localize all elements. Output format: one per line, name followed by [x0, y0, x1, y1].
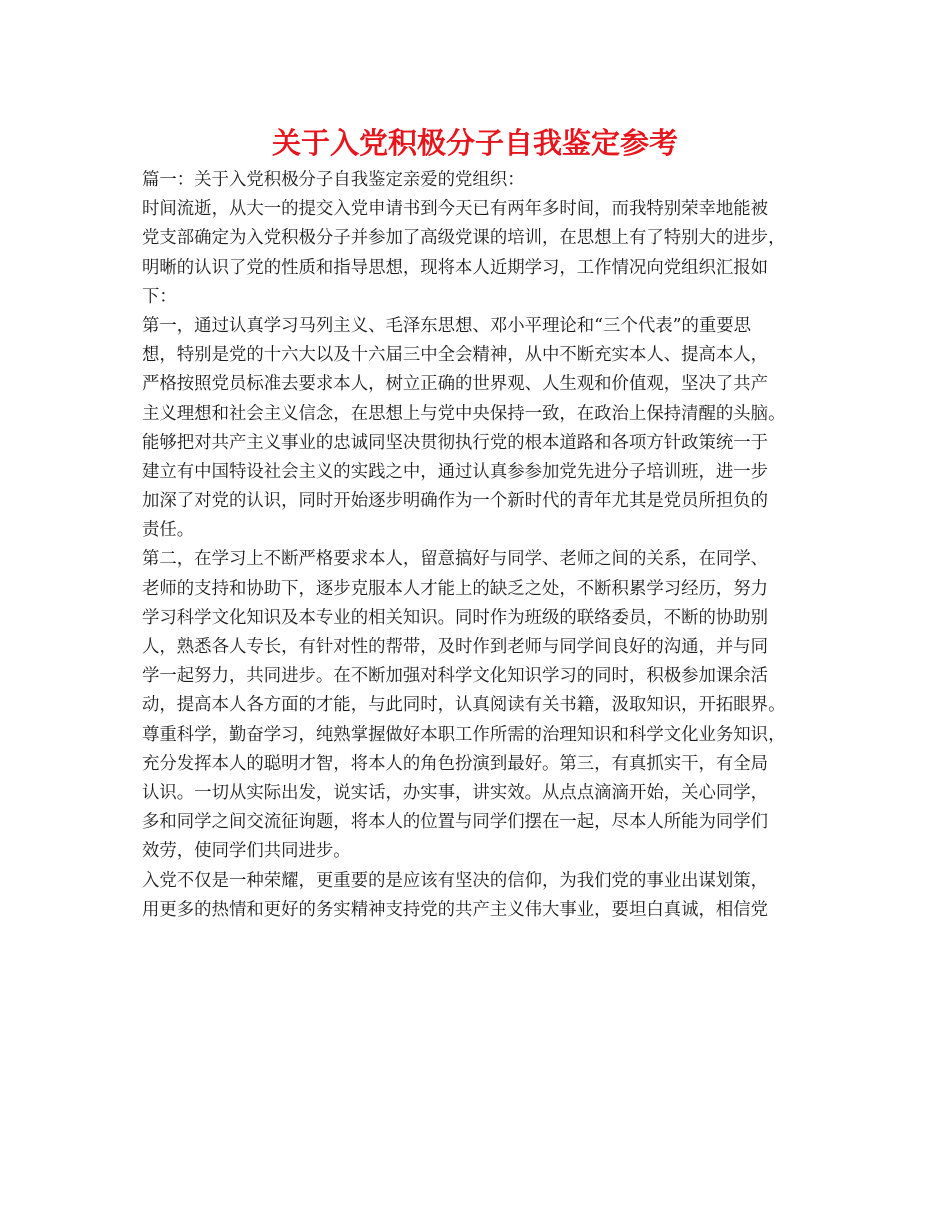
body-line: 建立有中国特设社会主义的实践之中，通过认真参参加党先进分子培训班，进一步 — [142, 461, 769, 482]
body-line: 充分发挥本人的聪明才智，将本人的角色扮演到最好。第三，有真抓实干，有全局 — [142, 753, 769, 774]
body-line: 入党不仅是一种荣耀，更重要的是应该有坚决的信仰，为我们党的事业出谋划策， — [142, 870, 769, 891]
body-line: 篇一：关于入党积极分子自我鉴定亲爱的党组织： — [142, 170, 525, 190]
body-line: 党支部确定为入党积极分子并参加了高级党课的培训，在思想上有了特别大的进步， — [142, 228, 786, 249]
body-line: 学一起努力，共同进步。在不断加强对科学文化知识学习的同时，积极参加课余活 — [142, 666, 769, 687]
body-line: 动，提高本人各方面的才能，与此同时，认真阅读有关书籍，汲取知识，开拓眼界。 — [142, 695, 786, 716]
body-line: 严格按照党员标准去要求本人，树立正确的世界观、人生观和价值观，坚决了共产 — [142, 374, 769, 395]
body-line: 认识。一切从实际出发，说实话，办实事，讲实效。从点点滴滴开始，关心同学， — [142, 782, 769, 803]
body-line: 第一，通过认真学习马列主义、毛泽东思想、邓小平理论和“三个代表”的重要思 — [142, 315, 752, 336]
body-line: 尊重科学，勤奋学习，纯熟掌握做好本职工作所需的治理知识和科学文化业务知识， — [142, 724, 786, 745]
document-title: 关于入党积极分子自我鉴定参考 — [271, 126, 678, 160]
body-line: 多和同学之间交流征询题，将本人的位置与同学们摆在一起，尽本人所能为同学们 — [142, 812, 769, 833]
body-line: 想，特别是党的十六大以及十六届三中全会精神，从中不断充实本人、提高本人， — [142, 345, 769, 366]
document-body — [142, 166, 832, 925]
body-line: 人，熟悉各人专长，有针对性的帮带，及时作到老师与同学间良好的沟通，并与同 — [142, 637, 769, 657]
body-line: 用更多的热情和更好的务实精神支持党的共产主义伟大事业，要坦白真诚，相信党 — [142, 899, 769, 920]
body-line: 学习科学文化知识及本专业的相关知识。同时作为班级的联络委员，不断的协助别 — [142, 607, 769, 628]
body-line: 下： — [142, 286, 177, 307]
body-line: 加深了对党的认识，同时开始逐步明确作为一个新时代的青年尤其是党员所担负的 — [142, 491, 769, 512]
body-line: 能够把对共产主义事业的忠诚同坚决贯彻执行党的根本道路和各项方针政策统一于 — [142, 432, 769, 453]
body-line: 主义理想和社会主义信念，在思想上与党中央保持一致，在政治上保持清醒的头脑。 — [142, 403, 786, 424]
body-line: 效劳，使同学们共同进步。 — [142, 841, 351, 862]
body-line: 明晰的认识了党的性质和指导思想，现将本人近期学习，工作情况向党组织汇报如 — [142, 257, 769, 278]
body-line: 责任。 — [142, 520, 195, 541]
body-line: 老师的支持和协助下，逐步克服本人才能上的缺乏之处，不断积累学习经历，努力 — [142, 578, 769, 599]
body-line: 时间流逝，从大一的提交入党申请书到今天已有两年多时间，而我特别荣幸地能被 — [142, 199, 769, 220]
body-line: 第二，在学习上不断严格要求本人，留意搞好与同学、老师之间的关系，在同学、 — [142, 549, 769, 570]
